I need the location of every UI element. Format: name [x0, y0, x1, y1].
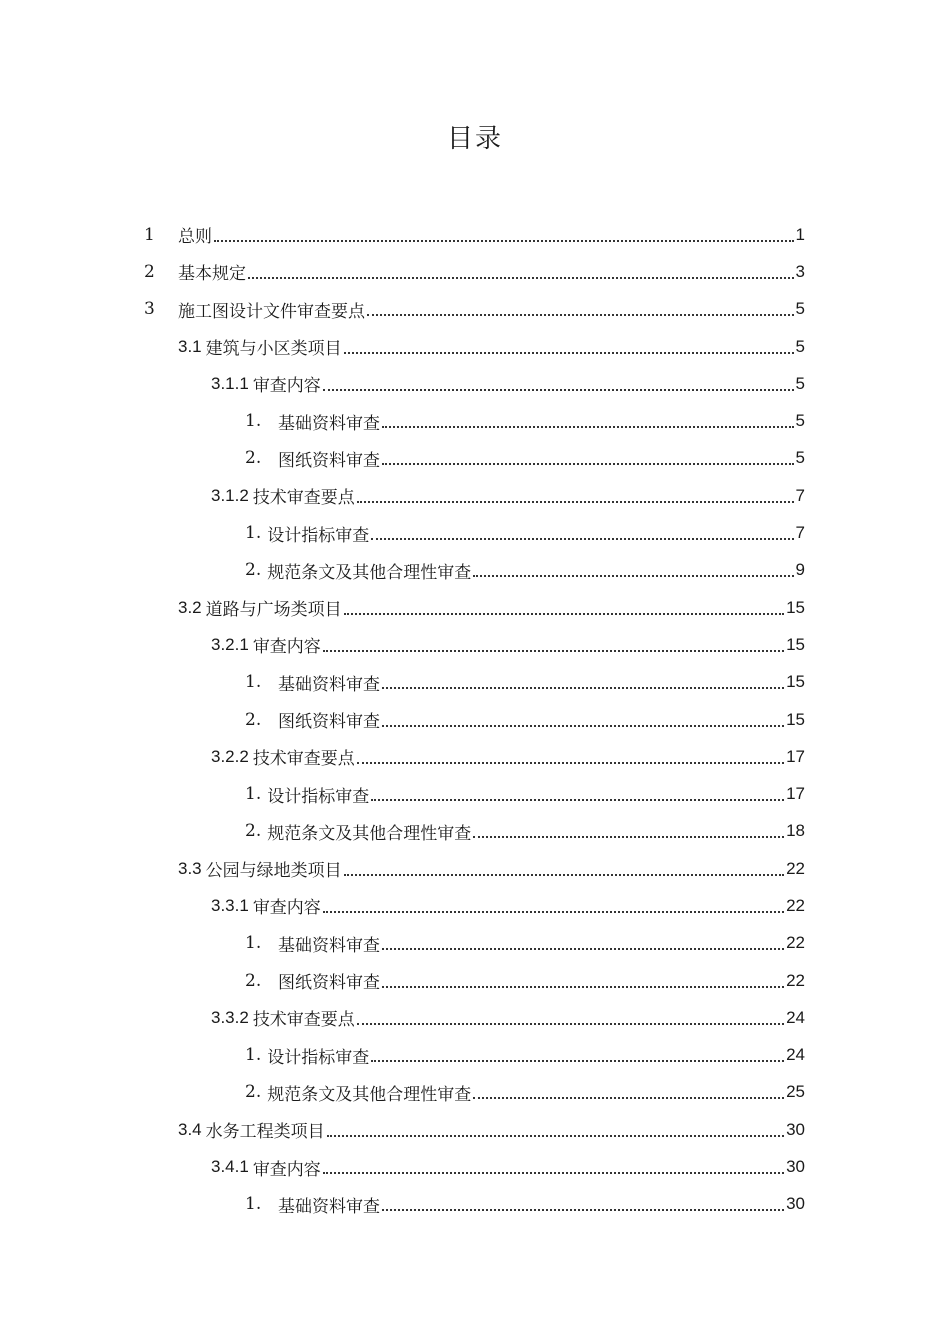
toc-entry-page-number: 15	[786, 597, 805, 617]
toc-entry-page-number: 5	[795, 299, 805, 319]
toc-entry[interactable]	[0, 216, 950, 253]
toc-entry-number: 1.	[245, 523, 262, 544]
toc-entry[interactable]	[0, 291, 950, 328]
toc-entry-number: 2.	[245, 448, 262, 469]
toc-entry[interactable]	[0, 440, 950, 477]
toc-entry[interactable]	[0, 775, 950, 812]
dot-leader	[371, 538, 793, 540]
toc-entry[interactable]	[0, 253, 950, 290]
toc-entry-number: 2.	[245, 1082, 262, 1103]
toc-entry-page-number: 24	[786, 1007, 805, 1027]
toc-entry-label: 技术审查要点	[252, 1010, 355, 1031]
dot-leader	[371, 1060, 784, 1062]
toc-entry[interactable]	[0, 1037, 950, 1074]
toc-entry-label: 审查内容	[252, 376, 321, 397]
dot-leader	[382, 687, 784, 689]
toc-entry-label: 基础资料审查	[278, 1196, 380, 1217]
toc-entry-page-number: 5	[795, 373, 805, 393]
toc-entry-page-number: 17	[786, 784, 805, 804]
toc-entry[interactable]	[0, 664, 950, 701]
dot-leader	[214, 240, 794, 242]
toc-entry-number: 3.3.1	[211, 895, 249, 915]
toc-entry-number: 3.1.2	[211, 485, 249, 505]
toc-entry[interactable]	[0, 328, 950, 365]
toc-entry-number: 3.3	[178, 858, 202, 878]
toc-entry[interactable]	[0, 589, 950, 626]
dot-leader	[344, 352, 794, 354]
toc-entry-number: 3.2.1	[211, 634, 249, 654]
toc-entry-page-number: 22	[786, 970, 805, 990]
toc-entry-label: 审查内容	[252, 1159, 321, 1180]
toc-entry-number: 1.	[245, 784, 262, 805]
toc-entry-label: 道路与广场类项目	[205, 600, 342, 621]
dot-leader	[382, 725, 784, 727]
dot-leader	[357, 501, 794, 503]
toc-entry-number: 3.4.1	[211, 1157, 249, 1177]
toc-entry-page-number: 3	[795, 261, 805, 281]
toc-entry[interactable]	[0, 1111, 950, 1148]
toc-entry[interactable]	[0, 402, 950, 439]
toc-entry-page-number: 7	[795, 485, 805, 505]
toc-entry-label: 审查内容	[252, 637, 321, 658]
toc-entry[interactable]	[0, 999, 950, 1036]
dot-leader	[344, 874, 784, 876]
toc-entry-page-number: 24	[786, 1045, 805, 1065]
toc-entry-number: 2.	[245, 709, 262, 730]
toc-entry-label: 施工图设计文件审查要点	[178, 301, 365, 322]
toc-entry-page-number: 7	[795, 523, 805, 543]
dot-leader	[382, 986, 784, 988]
toc-entry-number: 1.	[245, 933, 262, 954]
dot-leader	[357, 1023, 784, 1025]
toc-entry-page-number: 30	[786, 1194, 805, 1214]
toc-entry-page-number: 15	[786, 672, 805, 692]
toc-entry-number: 2	[144, 261, 155, 282]
toc-entry-number: 1.	[245, 672, 262, 693]
toc-entry[interactable]	[0, 738, 950, 775]
dot-leader	[382, 463, 794, 465]
toc-entry-number: 1.	[245, 1194, 262, 1215]
table-of-contents	[0, 216, 950, 1223]
toc-entry-number: 2.	[245, 560, 262, 581]
toc-entry-label: 公园与绿地类项目	[205, 861, 342, 882]
dot-leader	[473, 575, 793, 577]
toc-entry-number: 3.1	[178, 336, 202, 356]
toc-entry-number: 2.	[245, 970, 262, 991]
toc-entry-label: 图纸资料审查	[278, 973, 380, 994]
toc-entry-number: 3.3.2	[211, 1007, 249, 1027]
toc-entry-page-number: 15	[786, 634, 805, 654]
toc-entry-page-number: 5	[795, 448, 805, 468]
toc-entry-page-number: 5	[795, 336, 805, 356]
toc-entry-number: 3.1.1	[211, 373, 249, 393]
toc-entry-number: 3.2.2	[211, 746, 249, 766]
toc-entry-page-number: 15	[786, 709, 805, 729]
toc-entry-label: 总则	[178, 227, 212, 248]
toc-entry[interactable]	[0, 514, 950, 551]
toc-entry[interactable]	[0, 962, 950, 999]
toc-entry-page-number: 22	[786, 858, 805, 878]
dot-leader	[371, 799, 784, 801]
dot-leader	[323, 911, 784, 913]
dot-leader	[344, 613, 784, 615]
toc-entry-page-number: 30	[786, 1119, 805, 1139]
dot-leader	[382, 1209, 784, 1211]
toc-entry-number: 1.	[245, 411, 262, 432]
toc-entry-number: 1	[144, 224, 155, 245]
dot-leader	[248, 277, 794, 279]
toc-entry-number: 2.	[245, 821, 262, 842]
toc-entry-number: 3	[144, 299, 155, 320]
toc-entry[interactable]	[0, 701, 950, 738]
toc-entry-page-number: 9	[795, 560, 805, 580]
toc-entry-label: 基础资料审查	[278, 674, 380, 695]
dot-leader	[357, 762, 784, 764]
toc-entry[interactable]	[0, 813, 950, 850]
dot-leader	[367, 314, 794, 316]
toc-entry-page-number: 5	[795, 411, 805, 431]
toc-entry-label: 规范条文及其他合理性审查	[267, 823, 472, 844]
toc-entry-label: 设计指标审查	[267, 525, 370, 546]
toc-entry-label: 图纸资料审查	[278, 450, 380, 471]
dot-leader	[473, 836, 784, 838]
toc-entry[interactable]	[0, 365, 950, 402]
toc-entry-label: 图纸资料审查	[278, 712, 380, 732]
toc-entry-page-number: 30	[786, 1157, 805, 1177]
toc-entry-page-number: 25	[786, 1082, 805, 1102]
toc-entry-number: 1.	[245, 1045, 262, 1066]
toc-entry-label: 基本规定	[178, 264, 246, 285]
toc-entry-number: 3.2	[178, 597, 202, 617]
toc-entry-label: 审查内容	[252, 898, 321, 919]
toc-entry-page-number: 22	[786, 933, 805, 953]
toc-entry-page-number: 17	[786, 746, 805, 766]
toc-entry[interactable]	[0, 626, 950, 663]
toc-entry[interactable]	[0, 850, 950, 887]
toc-entry-label: 设计指标审查	[267, 786, 370, 807]
dot-leader	[323, 1172, 784, 1174]
page-title: 目录	[446, 124, 503, 154]
dot-leader	[327, 1135, 784, 1137]
toc-entry-label: 设计指标审查	[267, 1047, 370, 1068]
dot-leader	[323, 650, 784, 652]
toc-entry-page-number: 18	[786, 821, 805, 841]
dot-leader	[323, 389, 794, 391]
toc-entry-number: 3.4	[178, 1119, 202, 1139]
toc-entry-page-number: 1	[795, 224, 805, 244]
dot-leader	[382, 426, 794, 428]
toc-entry-label: 技术审查要点	[252, 488, 355, 509]
toc-entry[interactable]	[0, 925, 950, 962]
toc-entry-label: 规范条文及其他合理性审查	[267, 1084, 472, 1105]
toc-entry[interactable]	[0, 1148, 950, 1185]
toc-entry-label: 基础资料审查	[278, 413, 380, 434]
dot-leader	[382, 948, 784, 950]
toc-entry-label: 技术审查要点	[252, 749, 355, 770]
toc-entry[interactable]	[0, 887, 950, 924]
toc-entry[interactable]	[0, 477, 950, 514]
toc-entry[interactable]	[0, 1074, 950, 1111]
toc-entry-label: 建筑与小区类项目	[205, 339, 342, 360]
toc-entry-page-number: 22	[786, 895, 805, 915]
toc-entry-label: 规范条文及其他合理性审查	[267, 562, 472, 583]
toc-entry[interactable]	[0, 552, 950, 589]
dot-leader	[473, 1097, 784, 1099]
toc-entry[interactable]	[0, 1186, 950, 1223]
toc-entry-label: 水务工程类项目	[205, 1122, 325, 1143]
toc-entry-label: 基础资料审查	[278, 935, 380, 956]
